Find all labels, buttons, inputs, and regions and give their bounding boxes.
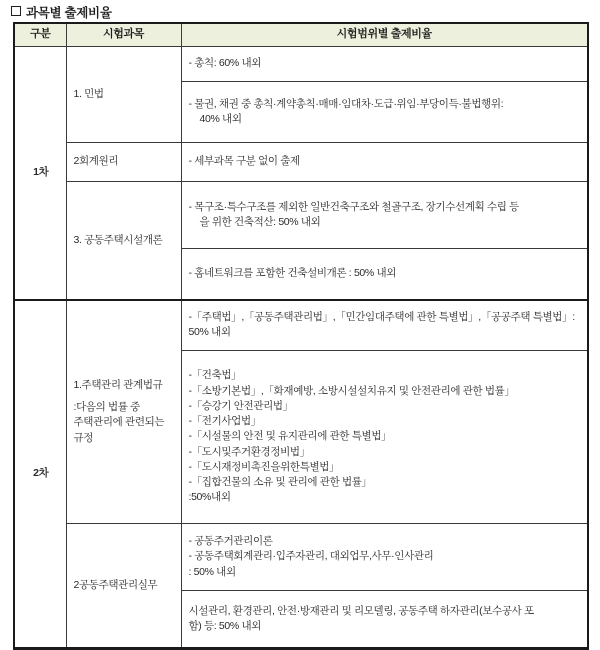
range-cell [181, 350, 588, 523]
syllabus-table-wrapper [13, 22, 587, 650]
syllabus-table [13, 22, 589, 650]
range-line: - 세부과목 구분 없이 출제 [188, 155, 300, 168]
range-cell [181, 81, 588, 142]
range-line: 을 위한 건축적산: 50% 내외 [199, 215, 321, 228]
range-line: 함) 등: 50% 내외 [188, 619, 262, 632]
range-line: -「건축법」 [188, 369, 242, 382]
range-cell [181, 248, 588, 300]
range-line: -「시설물의 안전 및 유지관리에 관한 특별법」 [188, 430, 392, 443]
table-row [14, 523, 588, 590]
range-cell [181, 181, 588, 248]
table-row [14, 300, 588, 351]
range-cell [181, 523, 588, 590]
column-header-division: 구분 [14, 23, 66, 46]
range-line: : 50% 내외 [188, 565, 236, 578]
range-line: -「도시재정비촉진을위한특별법」 [188, 460, 340, 473]
subject-cell-accounting: 2회계원리 [66, 142, 181, 181]
table-row [14, 46, 588, 81]
range-line: 40% 내외 [199, 112, 242, 125]
subject-sublabel: :다음의 법률 중 주택관리에 관련되는 규정 [73, 401, 165, 444]
division-cell-1: 1차 [14, 46, 66, 300]
range-line: - 홈네트워크를 포함한 건축설비개론 : 50% 내외 [188, 267, 397, 280]
subject-cell-housing-law [66, 300, 181, 524]
range-line: 시설관리, 환경관리, 안전·방재관리 및 리모델링, 공동주택 하자관리(보수공사 포 [188, 604, 534, 617]
division-cell-2: 2차 [14, 300, 66, 649]
subject-cell-facility: 3. 공동주택시설개론 [66, 181, 181, 300]
page-title [11, 3, 112, 21]
range-line: -「승강기 안전관리법」 [188, 399, 293, 412]
range-line: -「소방기본법」,「화재예방, 소방시설설치유지 및 안전관리에 관한 법률」 [188, 384, 515, 397]
column-header-subject: 시험과목 [66, 23, 181, 46]
range-line: - 목구조·특수구조를 제외한 일반건축구조와 철골구조, 장기수선계획 수립 등 [188, 200, 519, 213]
table-row [14, 181, 588, 248]
range-line: -「주택법」,「공동주택관리법」,「민간임대주택에 관한 특별법」,「공공주택 특별법」: [188, 311, 575, 324]
column-header-range: 시험범위별 출제비율 [181, 23, 588, 46]
range-line: - 공동주택회계관리·입주자관리, 대외업무,사무·인사관리 [188, 550, 434, 563]
range-line: - 공동주거관리이론 [188, 535, 273, 548]
range-line: - 물권, 채권 중 총칙·계약총칙·매매·임대차·도급·위임·부당이득·불법행위: [188, 97, 504, 110]
subject-cell-practice: 2공동주택관리실무 [66, 523, 181, 648]
page-title-text: 과목별 출제비율 [26, 6, 112, 20]
checkbox-empty-icon [11, 6, 21, 16]
subject-cell-civil-law: 1. 민법 [66, 46, 181, 142]
range-line: -「전기사업법」 [188, 415, 261, 428]
range-line: :50%내외 [188, 491, 231, 504]
table-header-row [14, 23, 588, 46]
range-line: -「집합건물의 소유 및 관리에 관한 법률」 [188, 475, 372, 488]
subject-label: 1.주택관리 관계법규 [73, 379, 163, 391]
range-cell [181, 46, 588, 81]
table-row [14, 142, 588, 181]
range-line: -「도시및주거환경정비법」 [188, 445, 310, 458]
range-line: 50% 내외 [188, 326, 231, 339]
range-line: - 총칙: 60% 내외 [188, 57, 262, 70]
range-cell [181, 300, 588, 351]
range-cell [181, 142, 588, 181]
range-cell [181, 590, 588, 648]
